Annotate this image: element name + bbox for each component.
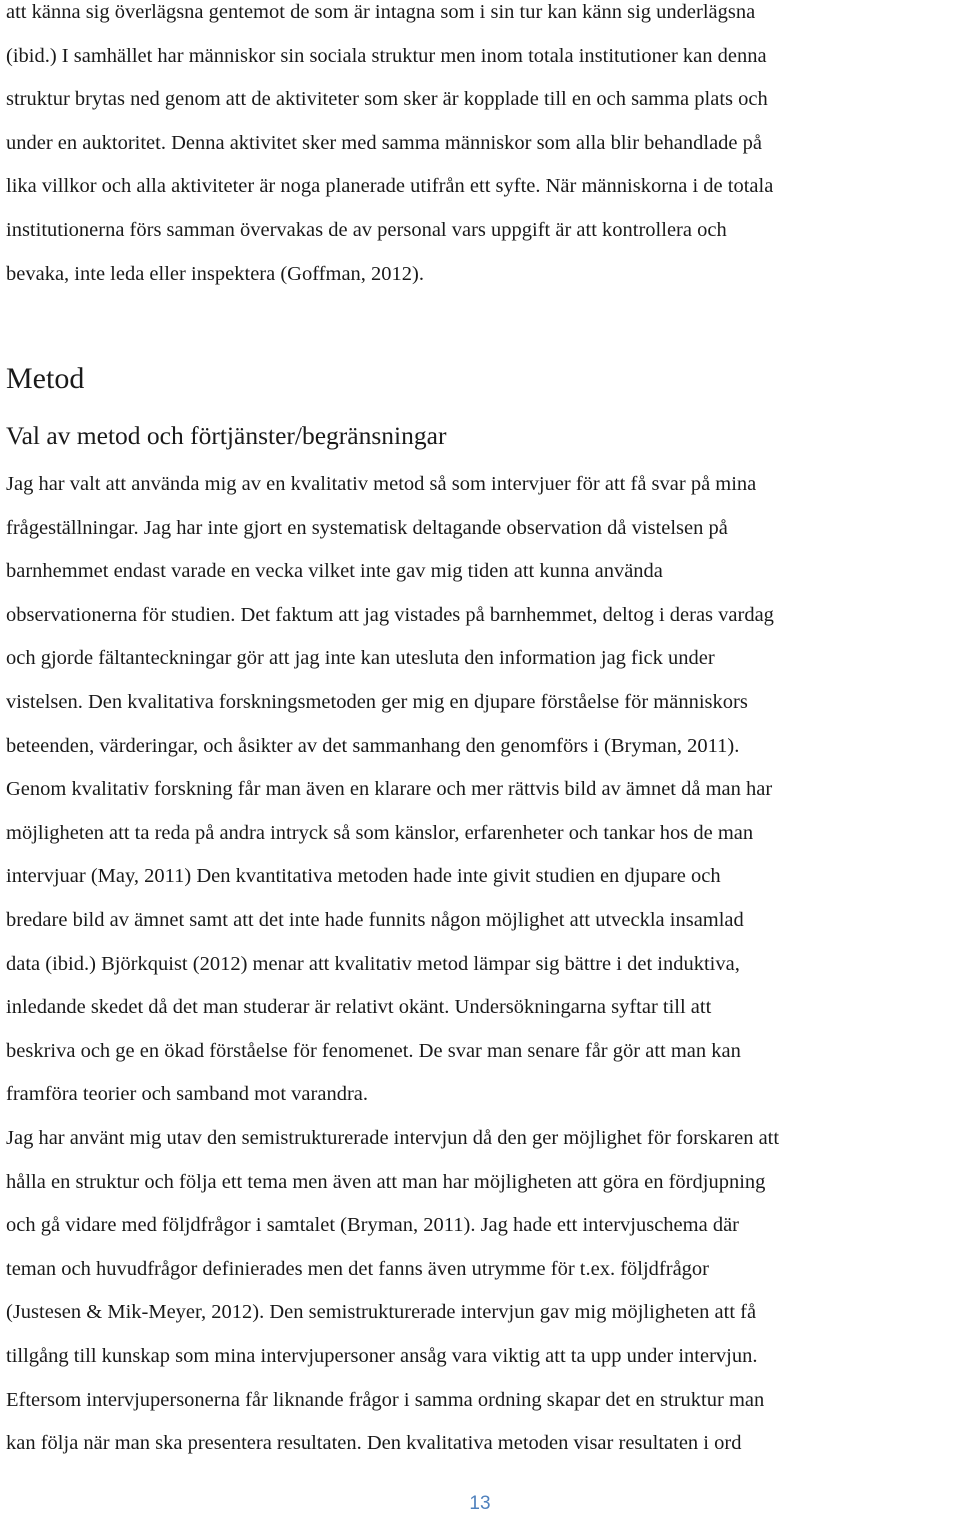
text-line: beteenden, värderingar, och åsikter av det sammanhang den genomförs i (Bryman, 2011). bbox=[6, 734, 740, 757]
text-line: tillgång till kunskap som mina intervjupersoner ansåg vara viktig att ta upp under intervjun. bbox=[6, 1344, 758, 1367]
text-line: vistelsen. Den kvalitativa forskningsmetoden ger mig en djupare förståelse för människors bbox=[6, 690, 748, 713]
text-line: institutionerna förs samman övervakas de av personal vars uppgift är att kontrollera och bbox=[6, 218, 727, 241]
text-line: Jag har valt att använda mig av en kvalitativ metod så som intervjuer för att få svar på mina bbox=[6, 473, 757, 495]
text-line: inledande skedet då det man studerar är relativt okänt. Undersökningarna syftar till att bbox=[6, 996, 712, 1019]
paragraph-interview bbox=[6, 1117, 956, 1466]
text-line: att känna sig överlägsna gentemot de som är intagna som i sin tur kan känn sig underlägsna bbox=[6, 1, 756, 23]
text-line: Eftersom intervjupersonerna får liknande frågor i samma ordning skapar det en struktur man bbox=[6, 1388, 765, 1411]
text-line: kan följa när man ska presentera resultaten. Den kvalitativa metoden visar resultaten i ord bbox=[6, 1432, 742, 1455]
text-line: Genom kvalitativ forskning får man även en klarare och mer rättvis bild av ämnet då man har bbox=[6, 778, 773, 801]
text-line: barnhemmet endast varade en vecka vilket inte gav mig tiden att kunna använda bbox=[6, 560, 663, 583]
paragraph-method bbox=[6, 463, 956, 1117]
text-line: Jag har använt mig utav den semistrukturerade intervjun då den ger möjlighet för forskaren att bbox=[6, 1127, 780, 1149]
subsection-heading: Val av metod och förtjänster/begränsningar bbox=[6, 421, 447, 450]
section-heading: Metod bbox=[6, 362, 85, 395]
text-line: och gjorde fältanteckningar gör att jag inte kan utesluta den information jag fick under bbox=[6, 647, 715, 670]
text-line: bevaka, inte leda eller inspektera (Goffman, 2012). bbox=[6, 262, 424, 285]
text-line: framföra teorier och samband mot varandra. bbox=[6, 1083, 369, 1106]
text-line: och gå vidare med följdfrågor i samtalet (Bryman, 2011). Jag hade ett intervjuschema där bbox=[6, 1214, 739, 1237]
text-line: observationerna för studien. Det faktum att jag vistades på barnhemmet, deltog i deras vardag bbox=[6, 603, 774, 626]
page-number: 13 bbox=[469, 1493, 491, 1514]
text-line: bredare bild av ämnet samt att det inte hade funnits någon möjlighet att utveckla insamlad bbox=[6, 908, 744, 931]
paragraph-intro bbox=[6, 0, 956, 296]
text-line: (Justesen & Mik-Meyer, 2012). Den semistrukturerade intervjun gav mig möjligheten att få bbox=[6, 1301, 757, 1324]
text-line: lika villkor och alla aktiviteter är noga planerade utifrån ett syfte. När människorna i de totala bbox=[6, 175, 774, 198]
text-line: möjligheten att ta reda på andra intryck så som känslor, erfarenheter och tankar hos de man bbox=[6, 821, 754, 844]
text-line: struktur brytas ned genom att de aktiviteter som sker är kopplade till en och samma plats och bbox=[6, 88, 768, 111]
text-line: frågeställningar. Jag har inte gjort en systematisk deltagande observation då vistelsen på bbox=[6, 516, 728, 539]
text-line: (ibid.) I samhället har människor sin sociala struktur men inom totala institutioner kan denna bbox=[6, 44, 767, 67]
text-line: under en auktoritet. Denna aktivitet sker med samma människor som alla blir behandlade på bbox=[6, 131, 762, 154]
text-line: intervjuar (May, 2011) Den kvantitativa metoden hade inte givit studien en djupare och bbox=[6, 865, 721, 888]
text-line: data (ibid.) Björkquist (2012) menar att kvalitativ metod lämpar sig bättre i det induktiva, bbox=[6, 952, 740, 975]
text-line: hålla en struktur och följa ett tema men även att man har möjligheten att göra en fördjupning bbox=[6, 1170, 766, 1193]
text-line: teman och huvudfrågor definierades men det fanns även utrymme för t.ex. följdfrågor bbox=[6, 1257, 710, 1280]
text-line: beskriva och ge en ökad förståelse för fenomenet. De svar man senare får gör att man kan bbox=[6, 1039, 741, 1062]
